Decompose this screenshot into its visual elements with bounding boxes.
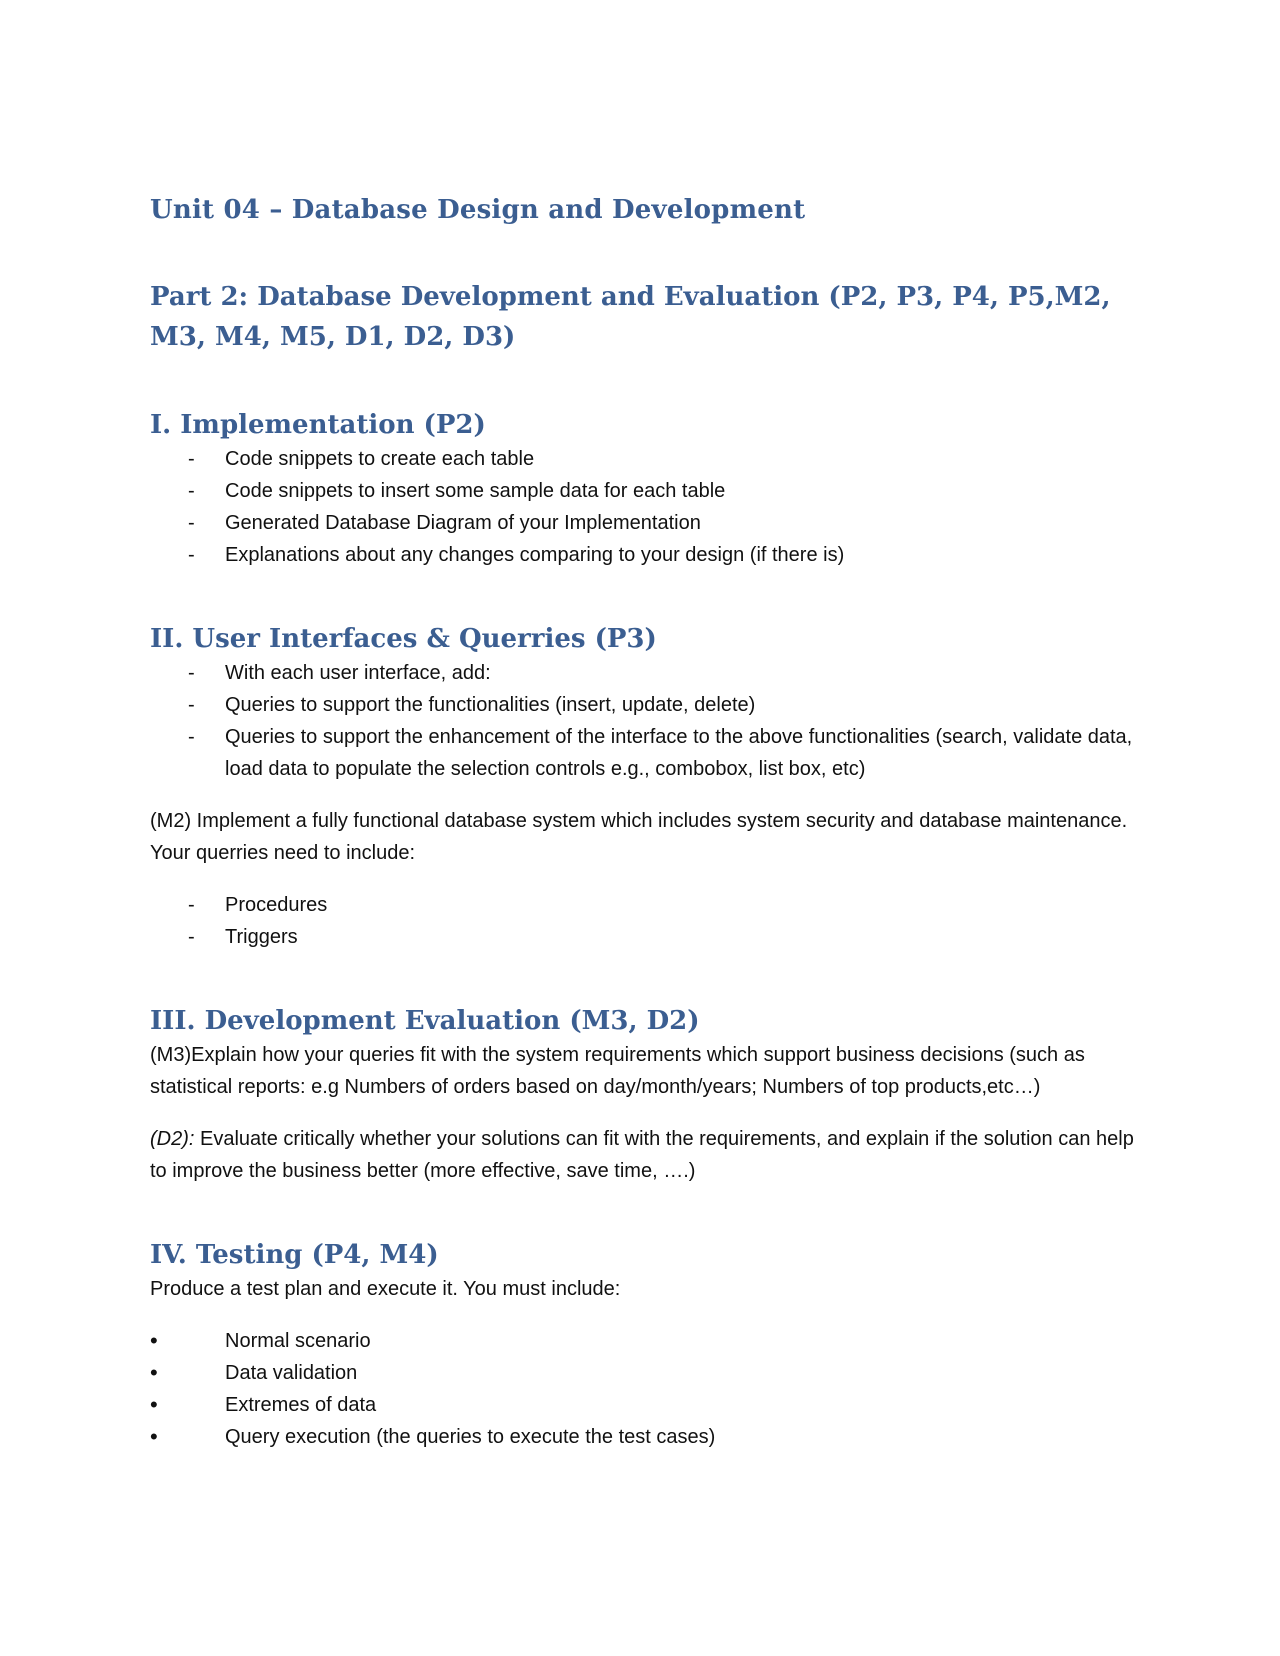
d2-label: (D2): [150,1128,195,1150]
bullet-marker: • [150,1392,158,1417]
dash-marker: - [188,726,195,748]
dash-marker: - [188,926,195,948]
list-item-text: Generated Database Diagram of your Implementation [225,512,701,534]
list-item-text: Queries to support the enhancement of the interface to the above functionalities (search, validate data, load data to populate the selection controls e.g., combobox, list box, etc) [225,726,1133,780]
dash-marker: - [188,480,195,502]
dash-marker: - [188,512,195,534]
list-item [150,539,1140,571]
dash-marker: - [188,544,195,566]
dash-marker: - [188,662,195,684]
list-item-text: Extremes of data [225,1394,377,1416]
list-item-text: With each user interface, add: [225,662,491,684]
list-item [150,921,1140,953]
list-item [150,1325,1140,1357]
list-item [150,1389,1140,1421]
document-title: Unit 04 – Database Design and Development [150,195,806,225]
section-heading-testing: IV. Testing (P4, M4) [150,1240,439,1270]
testing-list [150,1325,1140,1453]
bullet-marker: • [150,1360,158,1385]
list-item-text: Data validation [225,1362,358,1384]
list-item [150,889,1140,921]
m3-paragraph: (M3)Explain how your queries fit with the system requirements which support business decisions (such as statistical reports: e.g Numbers of orders based on day/month/years; Numbers of top products,etc…) [150,1044,1085,1098]
list-item-text: Queries to support the functionalities (insert, update, delete) [225,694,756,716]
list-item-text: Explanations about any changes comparing to your design (if there is) [225,544,845,566]
section-heading-user-interfaces: II. User Interfaces & Querries (P3) [150,624,657,654]
list-item [150,657,1140,689]
list-item-text: Procedures [225,894,328,916]
list-item-text: Query execution (the queries to execute the test cases) [225,1426,716,1448]
list-item-text: Code snippets to insert some sample data for each table [225,480,726,502]
bullet-marker: • [150,1424,158,1449]
dash-marker: - [188,894,195,916]
list-item-text: Normal scenario [225,1330,371,1352]
dash-marker: - [188,448,195,470]
section-heading-implementation: I. Implementation (P2) [150,410,486,440]
d2-text: Evaluate critically whether your solutions can fit with the requirements, and explain if the solution can help to improve the business better (more effective, save time, ….) [150,1128,1134,1182]
m2-paragraph: (M2) Implement a fully functional database system which includes system security and database maintenance. Your querries need to include: [150,810,1128,864]
testing-intro: Produce a test plan and execute it. You must include: [150,1278,621,1300]
user-interfaces-list [150,657,1140,785]
list-item-text: Triggers [225,926,298,948]
document-page [150,190,1140,1453]
implementation-list [150,443,1140,571]
bullet-marker: • [150,1328,158,1353]
list-item [150,1357,1140,1389]
d2-paragraph [150,1123,1140,1187]
m2-list [150,889,1140,953]
list-item [150,507,1140,539]
list-item [150,443,1140,475]
list-item [150,689,1140,721]
list-item [150,1421,1140,1453]
section-heading-evaluation: III. Development Evaluation (M3, D2) [150,1006,700,1036]
list-item [150,475,1140,507]
dash-marker: - [188,694,195,716]
part-title: Part 2: Database Development and Evaluation (P2, P3, P4, P5,M2, M3, M4, M5, D1, D2, D3) [150,282,1111,352]
list-item-text: Code snippets to create each table [225,448,535,470]
list-item [150,721,1140,785]
